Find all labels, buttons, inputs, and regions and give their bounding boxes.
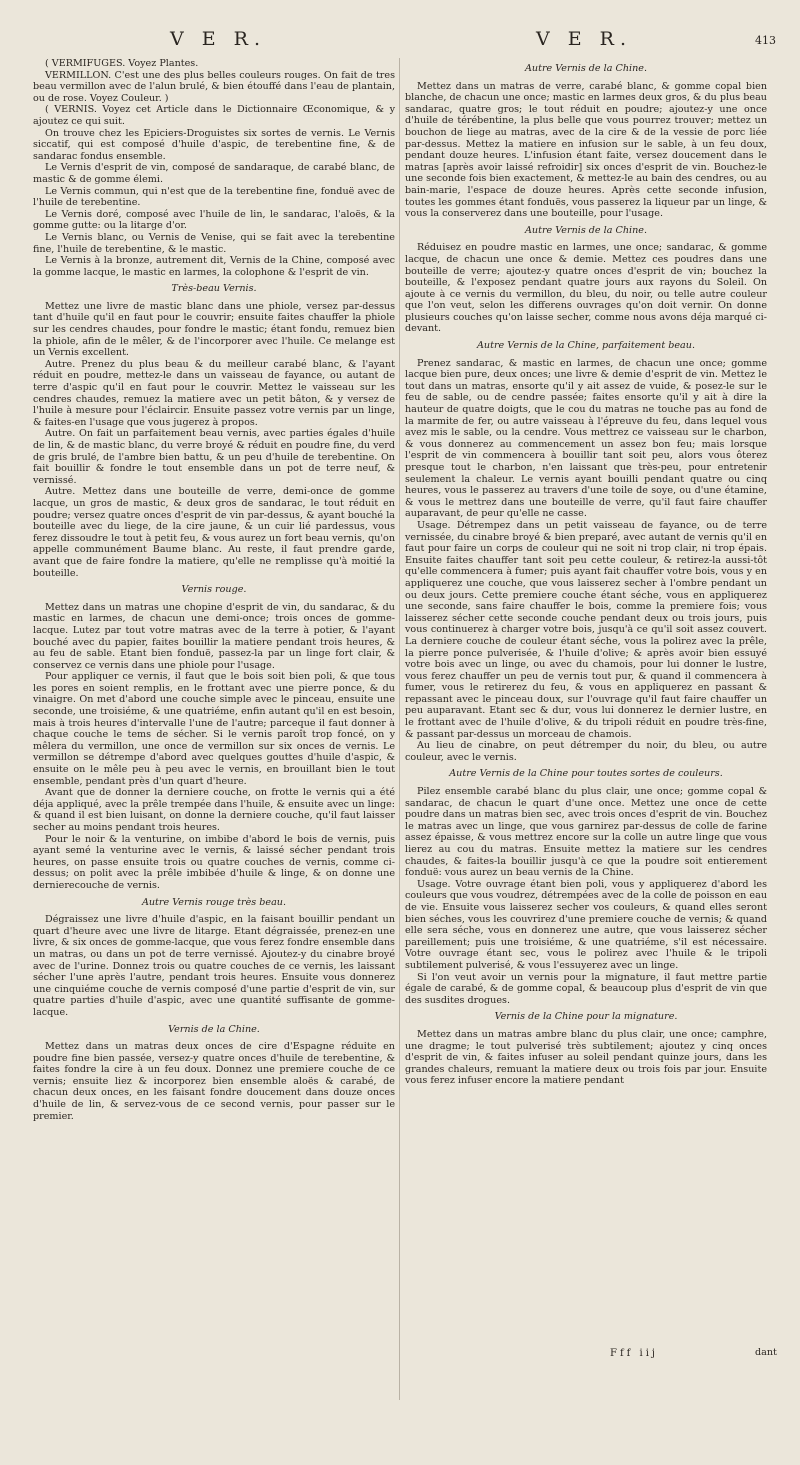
section-heading: Très-beau Vernis. — [171, 283, 257, 295]
paragraph: ( VERMIFUGES. Voyez Plantes. — [45, 58, 199, 69]
paragraph: On trouve chez les Epiciers-Droguistes six sortes de vernis. Le Vernis siccatif, qui est composé d'huile d'aspic, de terebentine fine, & de sandarac fondus ensemble. — [33, 127, 395, 162]
page-number: 413 — [755, 34, 776, 47]
paragraph: Réduisez en poudre mastic en larmes, une once; sandarac, & gomme lacque, de chacun une once & demie. Mettez ces poudres dans une bouteille de verre; ajoutez-y quatre onces d'esprit de vin; bouchez la bouteille, & l'exposez pendant quatre jours aux rayons du Soleil. On ajoute à ce vernis du vermillon, du bleu, du noir, ou telle autre couleur que l'on veut, selon les differens ouvrages qu'on doit vernir. On donne plusieurs couches qu'on laisse secher, comme nous avons déja marqué ci-devant. — [405, 242, 767, 335]
paragraph: Pour appliquer ce vernis, il faut que le bois soit bien poli, & que tous les pores en soient remplis, en le frottant avec une pierre ponce, & du vinaigre. On met d'abord une couche simple avec le pinceau, ensuite une seconde, une troisiéme, & une quatriéme, enfin autant qu'il en est besoin, mais à trois heures d'intervalle l'une de l'autre; parceque il faut donner à chaque couche le tems de sécher. Si le vernis paroît trop foncé, on y mêlera du vermillon, une once de vermillon sur six onces de vernis. Le vermillon se détrempe d'abord avec quelques gouttes d'huile d'aspic, & ensuite on le mêle peu à peu avec le vernis, en brouillant bien le tout ensemble, pendant près d'un quart d'heure. — [33, 671, 395, 787]
section-heading: Autre Vernis de la Chine. — [524, 224, 647, 236]
paragraph: Usage. Votre ouvrage étant bien poli, vous y appliquerez d'abord les couleurs que vous voudrez, détrempées avec de la colle de poisson en eau de vie. Ensuite vous laisserez secher vos couleurs, & quand elles seront bien séches, vous les couvrirez d'une premiere couche de vernis; & quand elle sera séche, vous en donnerez une autre, que vous laisserez sécher pareillement; puis une troisiéme, & une quatriéme, s'il est nécessaire. Votre ouvrage étant sec, vous le polirez avec l'huile & le tripoli subtilement pulverisé, & vous l'essuyerez avec un linge. — [405, 878, 767, 971]
paragraph: Pilez ensemble carabé blanc du plus clair, une once; gomme copal & sandarac, de chacun le quart d'une once. Mettez une once de cette poudre dans un matras bien sec, avec trois onces d'esprit de vin. Bouchez le matras avec un linge, que vous garnirez par-dessus de colle de farine assez épaisse, & vous mettrez encore sur la colle un autre linge que vous lierez au cou du matras. Ensuite mettez la matiere sur les cendres chaudes, & faites-la bouillir jusqu'à ce que la poudre soit entierement fonduë: vous aurez un beau vernis de la Chine. — [405, 786, 767, 879]
paragraph: Dégraissez une livre d'huile d'aspic, en la faisant bouillir pendant un quart d'heure avec une livre de litarge. Etant dégraissée, prenez-en une livre, & six onces de gomme-lacque, que vous ferez fondre ensemble dans un matras, ou dans un pot de terre vernissé. Ajoutez-y du cinabre broyé avec de l'urine. Donnez trois ou quatre couches de ce vernis, les laissant sécher l'une après l'autre, pendant trois heures. Ensuite vous donnerez une cinquiéme couche de vernis composé d'une partie d'esprit de vin, sur quatre parties d'huile d'aspic, avec une quantité suffisante de gomme-lacque. — [33, 914, 395, 1018]
paragraph: Le Vernis commun, qui n'est que de la terebentine fine, fonduë avec de l'huile de terebentine. — [33, 185, 395, 209]
paragraph: Le Vernis d'esprit de vin, composé de sandaraque, de carabé blanc, de mastic & de gomme élemi. — [33, 162, 395, 185]
section-heading: Vernis de la Chine pour la mignature. — [494, 1011, 678, 1023]
paragraph: Avant que de donner la derniere couche, on frotte le vernis qui a été déja appliqué, avec la prêle trempée dans l'huile, & ensuite avec un linge: & quand il est bien luisant, on donne la derniere couche, qu'il faut laisser secher au moins pendant trois heures. — [33, 787, 395, 833]
right-column — [405, 58, 767, 1087]
section-heading: Vernis rouge. — [181, 584, 247, 596]
paragraph: Si l'on veut avoir un vernis pour la mignature, il faut mettre partie égale de carabé, & de gomme copal, & beaucoup plus d'esprit de vin que des susdites drogues. — [405, 971, 767, 1006]
left-column — [33, 58, 395, 1122]
column-divider — [399, 58, 400, 1400]
section-heading: Autre Vernis de la Chine pour toutes sortes de couleurs. — [449, 768, 723, 780]
paragraph: Le Vernis doré, composé avec l'huile de lin, le sandarac, l'aloës, & la gomme gutte: ou la litarge d'or. — [33, 208, 395, 232]
paragraph: Au lieu de cinabre, on peut détremper du noir, du bleu, ou autre couleur, avec le vernis. — [405, 740, 767, 763]
running-head-right: V E R. — [536, 28, 633, 50]
paragraph: Le Vernis blanc, ou Vernis de Venise, qui se fait avec la terebentine fine, l'huile de terebentine, & le mastic. — [33, 231, 395, 255]
paragraph: Mettez dans un matras une chopine d'esprit de vin, du sandarac, & du mastic en larmes, de chacun une demi-once; trois onces de gomme-lacque. Lutez par tout votre matras avec de la terre à potier, & l'ayant bouché avec du papier, faites bouillir la matiere pendant trois heures, & au feu de sable. Etant bien fonduë, passez-la par un linge fort clair, & conservez ce vernis dans une phiole pour l'usage. — [33, 601, 395, 671]
paragraph: Mettez une livre de mastic blanc dans une phiole, versez par-dessus tant d'huile qu'il en faut pour le couvrir; ensuite faites chauffer la phiole sur les cendres chaudes, pour fondre le mastic; étant fondu, remuez bien la phiole, afin de le mêler, & de l'incorporer avec l'huile. Ce melange est un Vernis excellent. — [33, 300, 395, 359]
paragraph: Autre. On fait un parfaitement beau vernis, avec parties égales d'huile de lin, & de mastic blanc, du verre broyé & réduit en poudre fine, du verd de gris brulé, de l'ambre bien battu, & un peu d'huile de terebentine. On fait bouillir & fondre le tout ensemble dans un pot de terre neuf, & vernissé. — [33, 428, 395, 486]
paragraph: Mettez dans un matras ambre blanc du plus clair, une once; camphre, une dragme; le tout pulverisé très subtilement; ajoutez y cinq onces d'esprit de vin, & faites infuser au soleil pendant quinze jours, dans les grandes chaleurs, remuant la matiere deux ou trois fois par jour. Ensuite vous ferez infuser encore la matiere pendant — [405, 1028, 767, 1087]
paragraph: Usage. Détrempez dans un petit vaisseau de fayance, ou de terre vernissée, du cinabre broyé & bien preparé, avec autant de vernis qu'il en faut pour faire un corps de couleur qui ne soit ni trop clair, ni trop épais. Ensuite faites chauffer tant soit peu cette couleur, & retirez-la aussi-tôt qu'elle commencera à fumer; puis ayant fait chauffer votre bois, vous y en appliquerez une couche, que vous laisserez secher à l'ombre pendant un ou deux jours. Cette premiere couche étant séche, vous en appliquerez une seconde, sans faire chauffer le bois, comme la premiere fois; vous laisserez sécher cette seconde couche pendant deux ou trois jours, puis vous continuerez à charger votre bois, jusqu'à ce qu'il soit assez couvert. La derniere couche de couleur étant séche, vous la polirez avec la prêle, la pierre ponce pulverisée, & l'huile d'olive; & après avoir bien essuyé votre bois avec un linge, ou avec du chamois, pour lui donner le lustre, vous ferez chauffer un peu de vernis tout pur, & quand il commencera à fumer, vous le retirerez du feu, & vous en appliquerez en passant & repassant avec le pinceau doux, sur l'ouvrage qu'il faut faire chauffer un peu auparavant. Etant sec & dur, vous lui donnerez le dernier lustre, en le frottant avec de l'huile d'olive, & du tripoli réduit en poudre très-fine, & passant par-dessus un morceau de chamois. — [405, 519, 767, 740]
paragraph: Autre. Mettez dans une bouteille de verre, demi-once de gomme lacque, un gros de mastic, & deux gros de sandarac, le tout réduit en poudre; versez quatre onces d'esprit de vin par-dessus, & ayant bouché la bouteille avec du liege, de la cire jaune, & un cuir lié pardessus, vous ferez dissoudre le tout à petit feu, & vous aurez un fort beau vernis, qu'on appelle communément Baume blanc. Au reste, il faut prendre garde, avant que de faire fondre la matiere, qu'elle ne remplisse qu'à moitié la bouteille. — [33, 486, 395, 579]
paragraph: VERMILLON. C'est une des plus belles couleurs rouges. On fait de tres beau vermillon avec de l'alun brulé, & bien étouffé dans l'eau de plantain, ou de rose. Voyez Couleur. ) — [33, 69, 395, 104]
signature-mark: Fff iij — [610, 1348, 659, 1359]
paragraph: Mettez dans un matras deux onces de cire d'Espagne réduite en poudre fine bien passée, versez-y quatre onces d'huile de terebentine, & faites fondre la cire à un feu doux. Donnez une premiere couche de ce vernis; ensuite liez & incorporez bien ensemble aloës & carabé, de chacun deux onces, en les faisant fondre doucement dans douze onces d'huile de lin, & servez-vous de ce second vernis, pour passer sur le premier. — [33, 1041, 395, 1122]
section-heading: Autre Vernis de la Chine. — [524, 63, 647, 74]
section-heading: Autre Vernis rouge très beau. — [141, 896, 287, 908]
paragraph: Autre. Prenez du plus beau & du meilleur carabé blanc, & l'ayant réduit en poudre, mettez-le dans un vaisseau de fayance, ou autant de terre d'aspic qu'il en faut pour le couvrir. Mettez le vaisseau sur les cendres chaudes, remuez la matiere avec un petit bâton, & y versez de l'huile à mesure pour l'éclaircir. Ensuite passez votre vernis par un linge, & faites-en l'usage que vous jugerez à propos. — [33, 358, 395, 428]
catchword: dant — [755, 1347, 777, 1358]
paragraph: ( VERNIS. Voyez cet Article dans le Dictionnaire Œconomique, & y ajoutez ce qui suit. — [33, 104, 395, 127]
running-head-left: V E R. — [170, 28, 267, 50]
paragraph: Le Vernis à la bronze, autrement dit, Vernis de la Chine, composé avec la gomme lacque, le mastic en larmes, la colophone & l'esprit de vin. — [33, 255, 395, 278]
paragraph: Prenez sandarac, & mastic en larmes, de chacun une once; gomme lacque bien pure, deux onces; une livre & demie d'esprit de vin. Mettez le tout dans un matras, ensorte qu'il y ait assez de vuide, & posez-le sur le feu de sable, ou de cendre passée; faites ensorte qu'il y ait à dire la hauteur de quatre doigts, que le cou du matras ne touche pas au fond de la marmite de fer, ou autre vaisseau à l'épreuve du feu, dans lequel vous avez mis le sable, ou la cendre. Vous mettrez ce vaisseau sur le charbon, & vous donnerez au commencement un assez bon feu; mais lorsque l'esprit de vin commencera à bouillir tant soit peu, alors vous ôterez presque tout le charbon, n'en laissant que très-peu, pour entretenir seulement la chaleur. Le vernis ayant bouilli pendant quatre ou cinq heures, vous le passerez au travers d'une toile de soye, ou d'une étamine, & vous le mettrez dans une bouteille de verre, qu'il faut faire chauffer auparavant, de peur qu'elle ne casse. — [405, 357, 767, 520]
paragraph: Pour le noir & la venturine, on imbibe d'abord le bois de vernis, puis ayant semé la venturine avec le vernis, & laissé sécher pendant trois heures, on passe ensuite trois ou quatre couches de vernis, comme ci-dessus; on polit avec la prêle imbibée d'huile & linge, & on donne une dernierecouche de vernis. — [33, 833, 395, 891]
paragraph: Mettez dans un matras de verre, carabé blanc, & gomme copal bien blanche, de chacun une once; mastic en larmes deux gros, & du plus beau sandarac, quatre gros; le tout réduit en poudre; ajoutez-y une once d'huile de térébentine, la plus belle que vous pourrez trouver; mettez un bouchon de liege au matras, avec de la cire & de la vessie de porc liée par-dessus. Mettez la matiere en infusion sur le sable, à un feu doux, pendant douze heures. L'infusion étant faite, versez doucement dans le matras [après avoir laissé refroidir] six onces d'esprit de vin. Bouchez-le une seconde fois bien exactement, & mettez-le au bain des cendres, ou au bain-marie, l'espace de douze heures. Après cette seconde infusion, toutes les gommes étant fonduës, vous passerez la liqueur par un linge, & vous la conserverez dans une bouteille, pour l'usage. — [405, 80, 767, 220]
section-heading: Vernis de la Chine. — [168, 1023, 260, 1035]
section-heading: Autre Vernis de la Chine, parfaitement beau. — [477, 340, 695, 352]
